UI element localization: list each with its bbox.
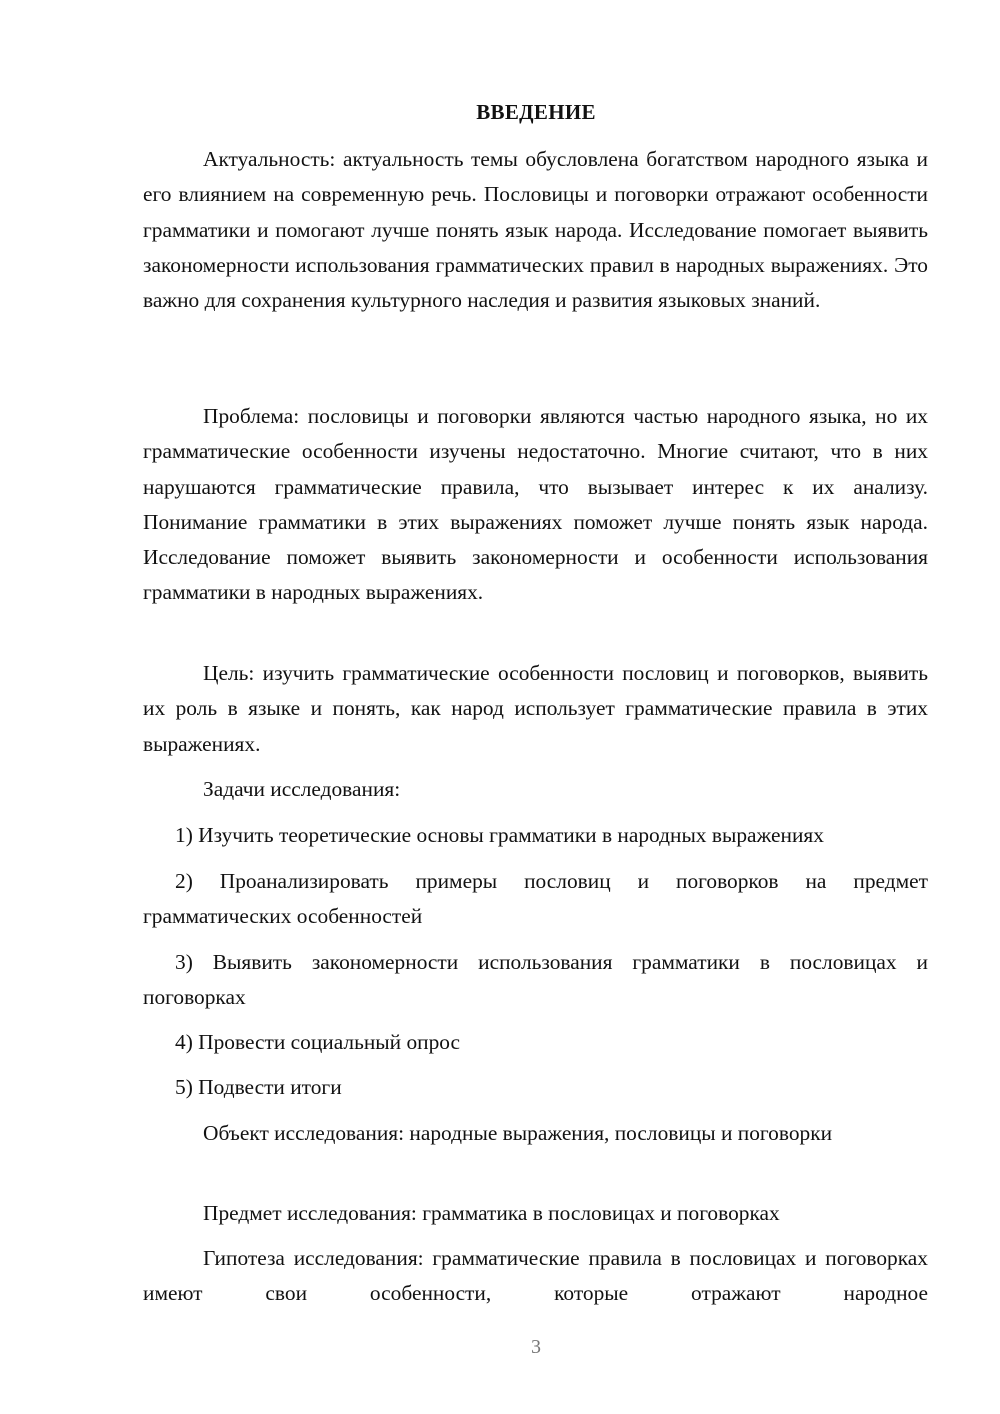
paragraph-relevance: Актуальность: актуальность темы обусловлена богатством народного языка и его влиянием на современную речь. Пословицы и поговорки отражают особенности грамматики и помогают лучше понять язык народа. Исследование помогает выявить закономерности использования грамматических правил в народных выражениях. Это важно для сохранения культурного наследия и развития языковых знаний. bbox=[143, 147, 928, 313]
task-item: 4) Провести социальный опрос bbox=[175, 1030, 461, 1054]
page-title: ВВЕДЕНИЕ bbox=[476, 100, 596, 124]
task-item: 2) Проанализировать примеры пословиц и поговорков на предмет грамматических особенностей bbox=[143, 869, 928, 929]
paragraph-goal: Цель: изучить грамматические особенности пословиц и поговорков, выявить их роль в языке и понять, как народ использует грамматические правила в этих выражениях. bbox=[143, 661, 928, 756]
paragraph-hypothesis: Гипотеза исследования: грамматические правила в пословицах и поговорках имеют свои особенности, которые отражают народное bbox=[143, 1246, 928, 1306]
paragraph-object: Объект исследования: народные выражения, пословицы и поговорки bbox=[203, 1121, 833, 1145]
task-item: 5) Подвести итоги bbox=[175, 1075, 342, 1099]
paragraph-problem: Проблема: пословицы и поговорки являются частью народного языка, но их грамматические особенности изучены недостаточно. Многие считают, что в них нарушаются грамматические правила, что вызывает интерес к их анализу. Понимание грамматики в этих выражениях поможет лучше понять язык народа. Исследование поможет выявить закономерности и особенности использования грамматики в народных выражениях. bbox=[143, 404, 928, 605]
paragraph-subject: Предмет исследования: грамматика в пословицах и поговорках bbox=[203, 1201, 780, 1225]
task-item: 3) Выявить закономерности использования грамматики в пословицах и поговорках bbox=[143, 950, 928, 1010]
task-item: 1) Изучить теоретические основы грамматики в народных выражениях bbox=[175, 823, 824, 847]
paragraph-tasks-heading: Задачи исследования: bbox=[203, 777, 401, 801]
page-number: 3 bbox=[531, 1336, 541, 1358]
